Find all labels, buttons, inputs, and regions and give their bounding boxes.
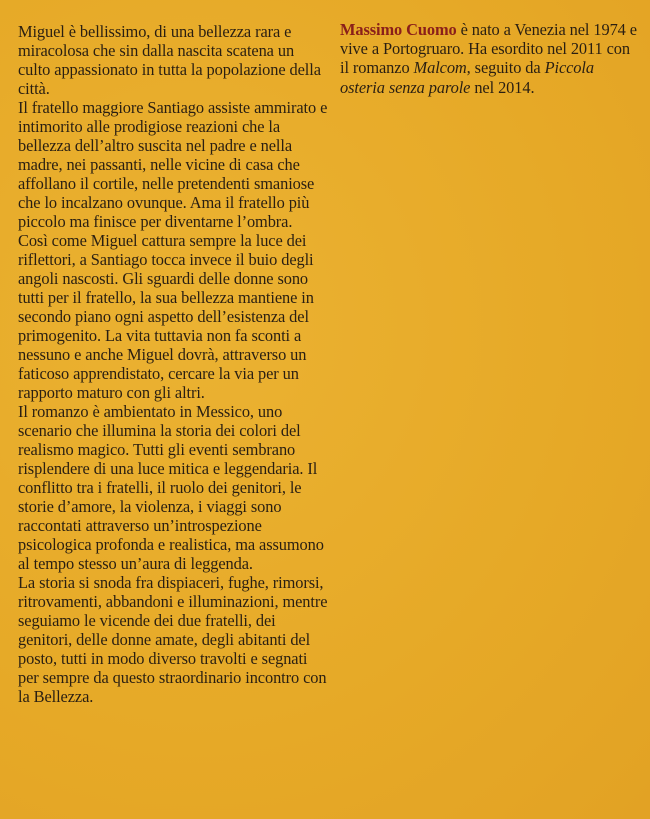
author-bio bbox=[340, 20, 640, 97]
synopsis-column bbox=[18, 22, 330, 706]
book-title-piccola-osteria: Piccola osteria senza parole bbox=[340, 58, 594, 97]
synopsis-paragraph: La storia si snoda fra dispiaceri, fughe, rimorsi, ritrovamenti, abbandoni e illuminazioni, mentre seguiamo le vicende dei due fratelli, dei genitori, delle donne amate, degli abitanti del posto, tutti in modo diverso travolti e segnati per sempre da questo straordinario incontro con la Bellezza. bbox=[18, 573, 328, 706]
synopsis-paragraph: Il romanzo è ambientato in Messico, uno scenario che illumina la storia dei colori del realismo magico. Tutti gli eventi sembrano risplendere di una luce mitica e leggendaria. Il conflitto tra i fratelli, il ruolo dei genitori, le storie d’amore, la violenza, i viaggi sono raccontati attraverso un’introspezione psicologica profonda e realistica, ma assumono al tempo stesso un’aura di leggenda. bbox=[18, 402, 324, 573]
synopsis-paragraph: Così come Miguel cattura sempre la luce dei riflettori, a Santiago tocca invece il buio degli angoli nascosti. Gli sguardi delle donne sono tutti per il fratello, la sua bellezza mantiene in secondo piano ogni aspetto dell’esistenza del primogenito. La vita tuttavia non fa sconti a nessuno e anche Miguel dovrà, attraverso un faticoso apprendistato, cercare la via per un rapporto maturo con gli altri. bbox=[18, 231, 314, 402]
synopsis-paragraph: Il fratello maggiore Santiago assiste ammirato e intimorito alle prodigiose reazioni che la bellezza dell’altro suscita nel padre e nella madre, nei passanti, nelle vicine di casa che affollano il cortile, nelle pretendenti smaniose che lo incalzano ovunque. Ama il fratello più piccolo ma finisce per diventarne l’ombra. bbox=[18, 98, 328, 231]
author-bio-text: nel 2014. bbox=[470, 77, 535, 97]
author-bio-text: è nato a Venezia nel 1974 e vive a Portogruaro. Ha esordito nel 2011 con il romanzo bbox=[340, 20, 637, 78]
book-title-malcom: Malcom bbox=[413, 58, 467, 78]
author-name: Massimo Cuomo bbox=[340, 20, 457, 39]
synopsis-paragraph: Miguel è bellissimo, di una bellezza rara e miracolosa che sin dalla nascita scatena un culto appassionato in tutta la popolazione della città. bbox=[18, 22, 321, 98]
author-bio-text: , seguito da bbox=[466, 58, 545, 78]
